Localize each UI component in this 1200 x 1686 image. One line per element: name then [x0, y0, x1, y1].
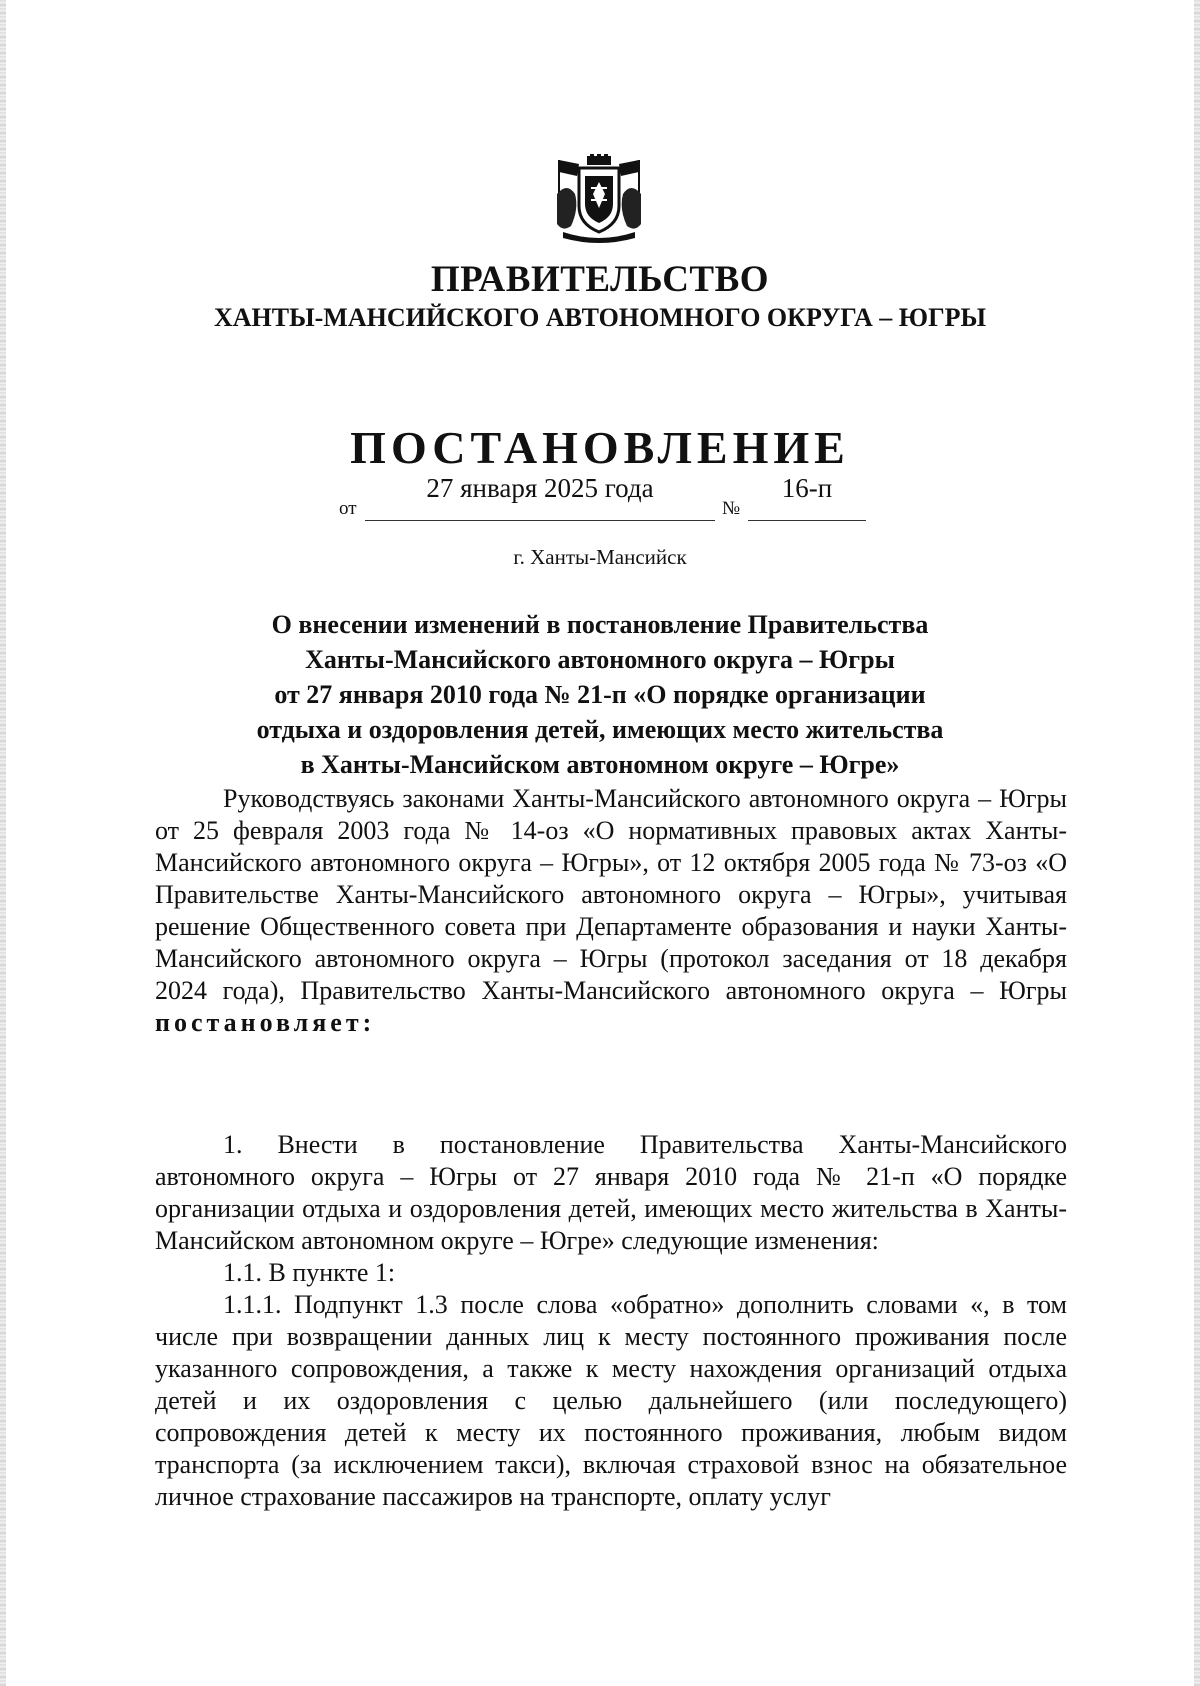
government-title: ПРАВИТЕЛЬСТВО: [430, 259, 770, 300]
subject-heading: [180, 607, 1020, 782]
subject-line: О внесении изменений в постановление Правительства: [271, 610, 929, 639]
subject-line: отдыха и оздоровления детей, имеющих место жительства: [256, 715, 944, 744]
scan-edge-right: [1194, 0, 1200, 1686]
item-1-paragraph: 1. Внести в постановление Правительства Ханты-Мансийского автономного округа – Югры от 27 января 2010 года № 21-п «О порядке организации отдыха и оздоровления детей, имеющих место жительства в Ханты-Мансийском автономном округе – Югре» следующие изменения:: [155, 1130, 1067, 1255]
date-number-line: [0, 470, 1200, 526]
document-type-title: ПОСТАНОВЛЕНИЕ: [350, 422, 850, 473]
items-block: [155, 1129, 1067, 1513]
subject-line: Ханты-Мансийского автономного округа – Югры: [305, 645, 895, 674]
document-date: 27 января 2025 года: [365, 470, 715, 521]
preamble-paragraph: [155, 783, 1067, 1039]
city-line: г. Ханты-Мансийск: [513, 545, 687, 569]
number-prefix-label: №: [722, 498, 741, 519]
item-1-1-paragraph: 1.1. В пункте 1:: [223, 1258, 396, 1287]
decree-word: постановляет:: [155, 1008, 376, 1037]
subject-line: в Ханты-Мансийском автономном округе – Югре»: [300, 750, 900, 779]
preamble-text: Руководствуясь законами Ханты-Мансийского автономного округа – Югры от 25 февраля 2003 года № 14-оз «О нормативных правовых актах Ханты-Мансийского автономного округа – Югры», от 12 октября 2005 года № 73-оз «О Правительстве Ханты-Мансийского автономного округа – Югры», учитывая решение Общественного совета при Департаменте образования и науки Ханты-Мансийского автономного округа – Югры (протокол заседания от 18 декабря 2024 года), Правительство Ханты-Мансийского автономного округа – Югры: [155, 784, 1067, 1005]
scan-edge-left: [0, 0, 6, 1686]
subject-line: от 27 января 2010 года № 21-п «О порядке организации: [274, 680, 926, 709]
coat-of-arms-icon: [549, 154, 649, 246]
government-subtitle: ХАНТЫ-МАНСИЙСКОГО АВТОНОМНОГО ОКРУГА – ЮГРЫ: [213, 303, 987, 332]
item-1-1-1-paragraph: 1.1.1. Подпункт 1.3 после слова «обратно» дополнить словами «, в том числе при возвращении данных лиц к месту постоянного проживания после указанного сопровождения, а также к месту нахождения организаций отдыха детей и их оздоровления с целью дальнейшего (или последующего) сопровождения детей к месту их постоянного проживания, любым видом транспорта (за исключением такси), включая страховой взнос на обязательное личное страхование пассажиров на транспорте, оплату услуг: [155, 1290, 1067, 1511]
preamble-block: [155, 783, 1067, 1039]
date-prefix-label: от: [339, 498, 357, 519]
document-number: 16-п: [748, 470, 866, 521]
